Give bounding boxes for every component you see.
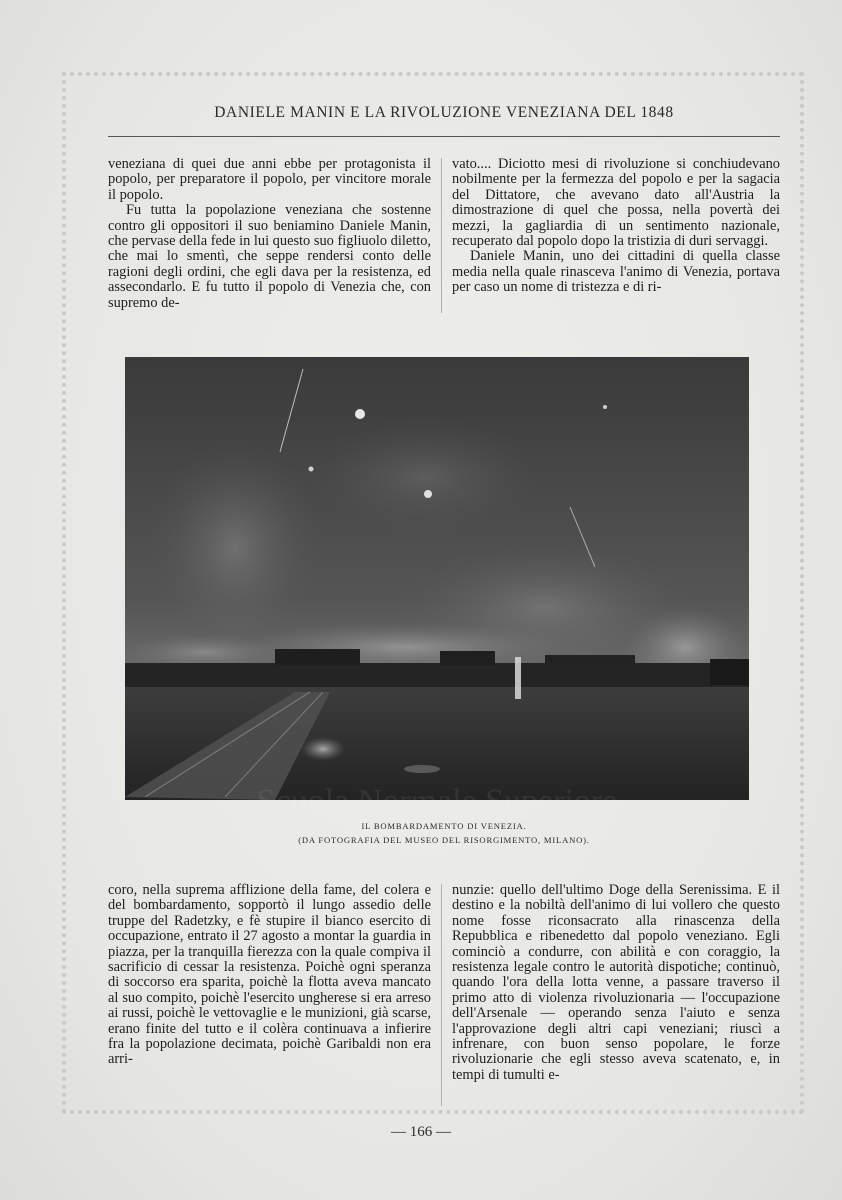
- bombardment-illustration: [125, 357, 749, 820]
- running-header: DANIELE MANIN E LA RIVOLUZIONE VENEZIANA DEL 1848: [214, 104, 674, 121]
- text-column-bottom-left: [108, 883, 431, 1068]
- smoke-cloud: [145, 437, 325, 657]
- building: [545, 655, 635, 665]
- paragraph: vato.... Diciotto mesi di rivoluzione si conchiudevano nobilmente per la fermezza del popolo e per la sagacia del Dittatore, che avevano dato all'Austria la dimostrazione di quel che possa, nella povertà dei mezzi, la gagliardia di un sentimento nazionale, recuperato dal popolo dopo la tristizia di duri servaggi.: [452, 156, 780, 250]
- header-rule: [108, 136, 780, 137]
- caption-title: IL BOMBARDAMENTO DI VENEZIA.: [361, 821, 527, 831]
- text-column-bottom-right: [452, 883, 780, 1083]
- column-divider: [441, 884, 442, 1106]
- city-skyline: [125, 663, 749, 687]
- shell-burst: [424, 490, 432, 498]
- paragraph: Fu tutta la popolazione veneziana che sostenne contro gli oppositori il suo beniamino Daniele Manin, che pervase della fede in lui questo suo figliuolo diletto, che mai lo smentì, che seppe rendersi conto delle ragioni degli ordini, che egli dava per la resistenza, ed assecondarlo. E fu tutto il popolo di Venezia che, con supremo de-: [108, 202, 431, 311]
- page-number: — 166 —: [391, 1124, 451, 1140]
- watermark-text: Scuola Normale Superiore: [256, 783, 618, 820]
- caption-source: (DA FOTOGRAFIA DEL MUSEO DEL RISORGIMENTO, MILANO).: [298, 835, 590, 845]
- night-bombardment-image: [125, 357, 749, 820]
- shell-burst: [603, 405, 607, 409]
- paragraph: nunzie: quello dell'ultimo Doge della Serenissima. E il destino e la nobiltà dell'animo di lui vollero che questo nome fosse riconsacrato alla rinascenza della Repubblica e ribenedetto dal popolo veneziano. Egli cominciò a condurre, con abilità e con coraggio, la resistenza legale contro le autorità dispotiche; continuò, quando l'ora della lotta venne, a passare traverso il primo atto di violenza rivoluzionaria — l'occupazione dell'Arsenale — operando senza l'aiuto e senza l'approvazione degli altri capi veneziani; riuscì a infrenare, con buon senso popolare, le forze rivoluzionarie che egli stesso aveva scatenato, e, in tempi di tumulti e-: [452, 882, 780, 1083]
- building: [275, 649, 360, 665]
- smoke-cloud: [305, 417, 545, 537]
- fire-reflection: [515, 657, 521, 699]
- text-column-top-right: [452, 157, 780, 296]
- shell-burst: [309, 467, 314, 472]
- text-column-top-left: [108, 157, 431, 311]
- building: [440, 651, 495, 665]
- paragraph: veneziana di quei due anni ebbe per protagonista il popolo, per preparatore il popolo, per vincitore morale il popolo.: [108, 156, 431, 203]
- column-divider: [441, 158, 442, 313]
- paragraph: Daniele Manin, uno dei cittadini di quella classe media nella quale rinasceva l'animo di Venezia, portava per caso un nome di tristezza e di ri-: [452, 248, 780, 296]
- fire-glow: [301, 737, 345, 761]
- shell-burst: [355, 409, 365, 419]
- paragraph: coro, nella suprema afflizione della fame, del colera e del bombardamento, sopportò il lungo assedio delle truppe del Radetzky, e fè stupire il bianco esercito di occupazione, entrato il 27 agosto a montar la guardia in piazza, per la tranquilla fierezza con la quale compiva il sacrificio di cessar la resistenza. Poichè ogni speranza di soccorso era sparita, poichè la flotta aveva mancato al suo compito, poichè l'esercito ungherese si era arreso ai russi, poichè le vettovaglie e le munizioni, già scarse, erano finite del tutto e il colèra continuava a infierire fra la popolazione decimata, poichè Garibaldi non era arri-: [108, 882, 431, 1068]
- figure-caption: [108, 819, 780, 847]
- building: [710, 659, 749, 685]
- boat: [404, 765, 440, 773]
